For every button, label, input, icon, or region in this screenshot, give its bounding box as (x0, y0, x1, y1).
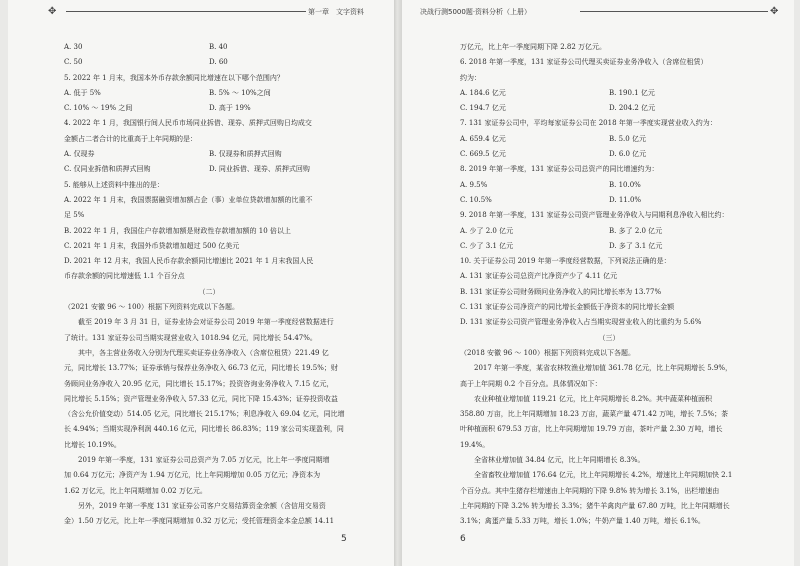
option-left: A. 184.6 亿元 (460, 88, 506, 97)
option-left: C. 少了 3.1 亿元 (460, 241, 514, 250)
option-right: B. 40 (209, 43, 228, 51)
text-line: 上年同期的下降 3.2% 转为增长 3.3%；猪牛羊禽肉产量 67.80 万吨，比上年同期增长 (460, 501, 730, 510)
option-row (460, 147, 758, 162)
text-line: 1.62 万亿元，比上年同期增加 0.02 万亿元。 (64, 486, 207, 495)
text-line: C. 2021 年 1 月末，我国外币贷款增加超过 500 亿美元 (64, 241, 240, 250)
book-header: 决战行测5000题·资料分析（上册） (420, 8, 532, 16)
option-left: C. 仅同业拆借和质押式回购 (64, 165, 151, 174)
text-line: 2017 年第一季度，某省农林牧渔业增加值 361.78 亿元，比上年同期增长 5.9%， (474, 364, 732, 373)
option-left: C. 10.5% (460, 195, 492, 204)
option-row (460, 178, 758, 193)
option-right: B. 多了 2.0 亿元 (609, 226, 663, 235)
text-line: A. 131 家证券公司总资产比净资产少了 4.11 亿元 (460, 272, 618, 281)
text-line: 金）1.50 万亿元，比上年一季度同期增加 0.32 万亿元；受托管理资金本金总额 14.11 (64, 517, 335, 526)
text-line: 4. 2022 年 1 月，我国银行间人民币市场同业拆借、现券、质押式回购日均成交 (64, 119, 312, 128)
section-heading: （二） (198, 287, 220, 296)
option-left: C. 50 (64, 58, 83, 67)
header-rule-right (580, 11, 768, 12)
text-line: 个百分点。其中生猪存栏增速由上年同期的下降 9.8% 转为增长 3.1%，出栏增速由 (460, 486, 720, 495)
text-line: 农业种植业增加值 119.21 亿元，比上年同期增长 8.2%。其中蔬菜种植面积 (474, 394, 712, 403)
text-line: 万亿元，比上年一季度同期下降 2.82 万亿元。 (460, 43, 607, 51)
text-line: 6. 2018 年第一季度，131 家证券公司代理买卖证券业务净收入（含席位租赁） (460, 58, 708, 67)
option-row (64, 86, 354, 101)
text-line: 足 5% (64, 211, 85, 220)
text-line: B. 2022 年 1 月，我国住户存款增加额是财政性存款增加额的 10 倍以上 (64, 226, 291, 235)
text-line: 10. 关于证券公司 2019 年第一季度经营数据，下列说法正确的是： (460, 257, 671, 266)
text-line: 了统计。131 家证券公司当期实现营业收入 1018.94 亿元，同比增长 54.47%。 (64, 333, 317, 342)
text-line: 截至 2019 年 3 月 31 日，证券业协会对证券公司 2019 年第一季度经营数据进行 (78, 318, 334, 327)
option-right: B. 5.0 亿元 (609, 134, 646, 143)
text-line: 9. 2018 年第一季度，131 家证券公司资产管理业务净收入与同期利息净收入相比约： (460, 211, 729, 220)
option-right: B. 190.1 亿元 (609, 88, 655, 97)
text-line: （2021 安徽 96 ～ 100）根据下列资料完成以下各题。 (64, 303, 239, 312)
text-line: 5. 2022 年 1 月末，我国本外币存款余额同比增速在以下哪个范围内？ (64, 73, 284, 82)
option-left: A. 30 (64, 43, 83, 51)
text-line: 币存款余额的同比增速低 1.1 个百分点 (64, 272, 185, 281)
option-row (460, 224, 758, 239)
text-line: 务顾问业务净收入 20.95 亿元，同比增长 15.17%；投资咨询业务净收入 7.15 亿元， (64, 379, 334, 388)
text-line: 19.4%。 (460, 440, 490, 449)
option-row (460, 86, 758, 101)
text-line: 其中，各主营业务收入分别为代理买卖证券业务净收入（含席位租赁）221.49 亿 (78, 348, 329, 357)
option-left: C. 10% ～ 19% 之间 (64, 104, 133, 113)
option-left: A. 仅现券 (64, 150, 95, 159)
right-page (402, 0, 794, 566)
text-line: 同比增长 5.15%；资产管理业务净收入 57.33 亿元，同比下降 15.43%；证券投资收益 (64, 394, 338, 403)
text-line: 7. 131 家证券公司中，平均每家证券公司在 2018 年第一季度实现营业收入约为： (460, 119, 717, 128)
text-line: 金额占二者合计的比重高于上年同期的是： (64, 134, 197, 143)
text-line: 3.1%；禽蛋产量 5.33 万吨，增长 1.0%；牛奶产量 1.40 万吨，增长 6.1%。 (460, 517, 705, 526)
text-line: D. 131 家证券公司资产管理业务净收入占当期实现营业收入的比重约为 5.6% (460, 318, 702, 327)
option-right: D. 高于 19% (209, 104, 251, 113)
option-row (460, 101, 758, 116)
section-heading: （三） (598, 333, 620, 342)
option-row (64, 101, 354, 116)
text-line: （含公允价值变动）514.05 亿元，同比增长 215.17%；利息净收入 69.04 亿元，同比增 (64, 410, 345, 419)
text-line: 叶种植面积 679.53 万亩，比上年同期增加 19.79 万亩，茶叶产量 2.30 万吨，增长 (460, 425, 723, 434)
text-line: 元，同比增长 13.77%；证券承销与保荐业务净收入 66.73 亿元，同比增长 19.5%；财 (64, 364, 338, 373)
option-row (64, 162, 354, 177)
text-line: 另外，2019 年第一季度 131 家证券公司客户交易结算资金余额（含信用交易资 (78, 501, 326, 510)
left-page-body (64, 40, 354, 530)
option-row (64, 40, 354, 55)
chapter-header: 第一章 文字资料 (308, 8, 364, 16)
text-line: 高于上年同期 0.2 个百分点。具体情况如下： (460, 379, 602, 388)
left-page (8, 0, 394, 566)
option-row (64, 55, 354, 70)
option-right: B. 10.0% (609, 180, 641, 189)
option-left: A. 少了 2.0 亿元 (460, 226, 514, 235)
option-right: B. 仅现券和质押式回购 (209, 150, 282, 159)
option-left: C. 194.7 亿元 (460, 104, 506, 113)
option-left: A. 659.4 亿元 (460, 134, 506, 143)
text-line: B. 131 家证券公司财务顾问业务净收入的同比增长率为 13.77% (460, 287, 662, 296)
text-line: 2019 年第一季度，131 家证券公司总资产为 7.05 万亿元，比上年一季度同期增 (78, 456, 330, 465)
text-line: D. 2021 年 12 月末，我国人民币存款余额同比增速比 2021 年 1 月末我国人民 (64, 257, 314, 266)
bird-ornament-right-icon: ✥ (770, 6, 779, 17)
option-right: D. 204.2 亿元 (609, 104, 656, 113)
right-page-body (460, 40, 758, 530)
text-line: 约为： (460, 73, 481, 82)
text-line: 5. 能够从上述资料中推出的是： (64, 180, 164, 189)
text-line: 全省林业增加值 34.84 亿元，比上年同期增长 8.3%。 (474, 456, 645, 465)
option-right: D. 同业拆借、现券、质押式回购 (209, 165, 310, 174)
text-line: 加 0.64 万亿元；净资产为 1.94 万亿元，比上年同期增加 0.05 万亿元；净资本为 (64, 471, 321, 480)
option-left: A. 9.5% (460, 180, 488, 189)
text-line: 8. 2019 年第一季度，131 家证券公司总资产的同比增速约为： (460, 165, 659, 174)
text-line: C. 131 家证券公司净资产的同比增长金额低于净资本的同比增长金额 (460, 303, 675, 312)
option-row (460, 132, 758, 147)
text-line: 比增长 10.19%。 (64, 440, 121, 449)
option-right: D. 11.0% (609, 195, 642, 204)
option-right: D. 60 (209, 58, 228, 67)
text-line: （2018 安徽 96 ～ 100）根据下列资料完成以下各题。 (460, 348, 635, 357)
text-line: A. 2022 年 1 月末，我国票据融资增加额占企（事）业单位贷款增加额的比重不 (64, 195, 313, 204)
option-row (64, 147, 354, 162)
text-line: 长 4.94%；当期实现净利润 440.16 亿元，同比增长 86.83%；119 家公司实现盈利，同 (64, 425, 344, 434)
book-gutter (394, 0, 402, 566)
page-number-left: 5 (341, 534, 347, 544)
option-right: D. 多了 3.1 亿元 (609, 241, 663, 250)
header-rule (66, 11, 306, 12)
option-left: A. 低于 5% (64, 88, 101, 97)
text-line: 358.80 万亩，比上年同期增加 18.23 万亩，蔬菜产量 471.42 万吨，增长 7.5%；茶 (460, 410, 729, 419)
option-row (460, 193, 758, 208)
option-row (460, 239, 758, 254)
option-right: D. 6.0 亿元 (609, 150, 647, 159)
page-number-right: 6 (460, 534, 466, 544)
text-line: 全省畜牧业增加值 176.64 亿元，比上年同期增长 4.2%，增速比上年同期加快 2.1 (474, 471, 733, 480)
option-left: C. 669.5 亿元 (460, 150, 506, 159)
option-right: B. 5% ～ 10%之间 (209, 88, 271, 97)
bird-ornament-icon: ✥ (48, 6, 57, 17)
